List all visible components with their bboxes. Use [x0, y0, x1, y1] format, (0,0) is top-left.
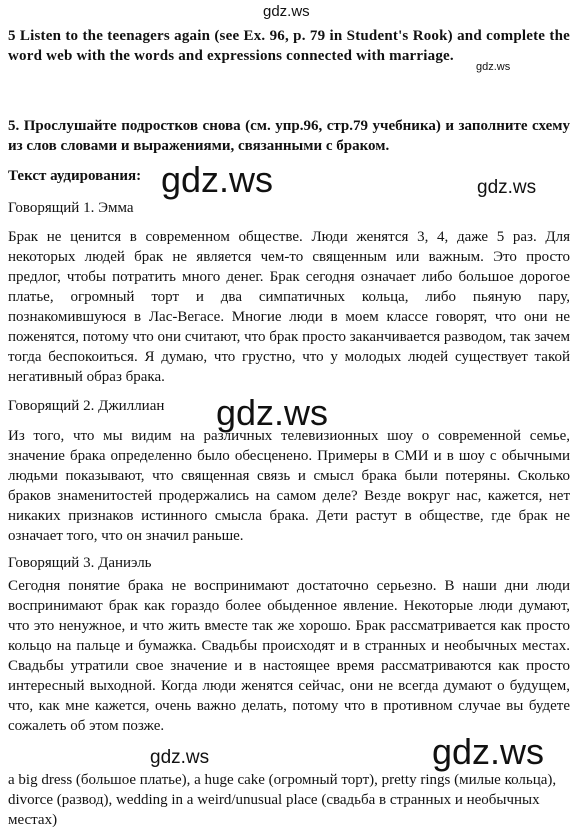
watermark-bot2: gdz.ws — [432, 731, 545, 772]
task-english: 5 Listen to the teenagers again (see Ex. 96, p. 79 in Student's Rook) and complete the word web with the words and expressions connected with marriage. — [8, 28, 570, 64]
answer-text: a big dress (большое платье), a huge cake (огромный торт), pretty rings (милые кольца), divorce (развод), wedding in a weird/unusual place (свадьба в странных и необычных местах) — [8, 772, 557, 828]
speaker-3-text: Сегодня понятие брака не воспринимают достаточно серьезно. В наши дни люди воспринимают брак как гораздо более обыденное явление. Некоторые люди думают, что это ненужное, и что жить вместе так же хорошо. Брак рассматривается как просто кольцо на пальце и бумажка. Свадьбы происходят и в странных и необычных местах. Свадьбы утратили свое значение и в настоящее время рассматриваются как просто интересный выходной. Когда люди женятся сейчас, они не всегда думают о будущем, что, как мне кажется, очень важно делать, потому что в противном случае вы будете сожалеть об этом позже. — [8, 578, 570, 734]
task-russian: 5. Прослушайте подростков снова (см. упр.96, стр.79 учебника) и заполните схему из слов словами и выражениями, связанными с браком. — [8, 118, 570, 154]
watermark-bot1: gdz.ws — [150, 747, 210, 768]
watermark-top: gdz.ws — [263, 3, 310, 20]
speaker-3-name: Говорящий 3. Даниэль — [8, 555, 152, 571]
watermark-mid3: gdz.ws — [216, 392, 329, 433]
speaker-1-text: Брак не ценится в современном обществе. Люди женятся 3, 4, даже 5 раз. Для некоторых людей брак не является чем-то священным или важным. Это просто предлог, чтобы потратить много денег. Брак сегодня означает либо большое дорогое платье, огромный торт и два симпатичных кольца, либо пьяную пару, познакомившуюся в Лас-Вегасе. Многие люди в моем классе говорят, что они не поженятся, потому что они считают, что брак просто заканчивается разводом, так зачем тогда беспокоиться. Я думаю, что грустно, что у молодых людей существует такой негативный образ брака. — [8, 229, 570, 385]
speaker-2-text: Из того, что мы видим на различных телевизионных шоу о современной семье, значение брака определенно было обесценено. Примеры в СМИ и в шоу с обычными людьми показывают, что священная связь и смысл брака были потеряны. Сколько браков знаменитостей продержались на самом деле? Везде вокруг нас, кажется, нет никаких признаков истинного смысла брака. Дети растут в обществе, где брак не означает того, что он значил раньше. — [8, 428, 570, 544]
watermark-mid2: gdz.ws — [477, 177, 537, 198]
speaker-2-name: Говорящий 2. Джиллиан — [8, 398, 165, 414]
watermark-mid1: gdz.ws — [161, 159, 274, 200]
speaker-1-name: Говорящий 1. Эмма — [8, 200, 134, 216]
watermark-small: gdz.ws — [476, 61, 511, 73]
listening-heading: Текст аудирования: — [8, 168, 142, 184]
